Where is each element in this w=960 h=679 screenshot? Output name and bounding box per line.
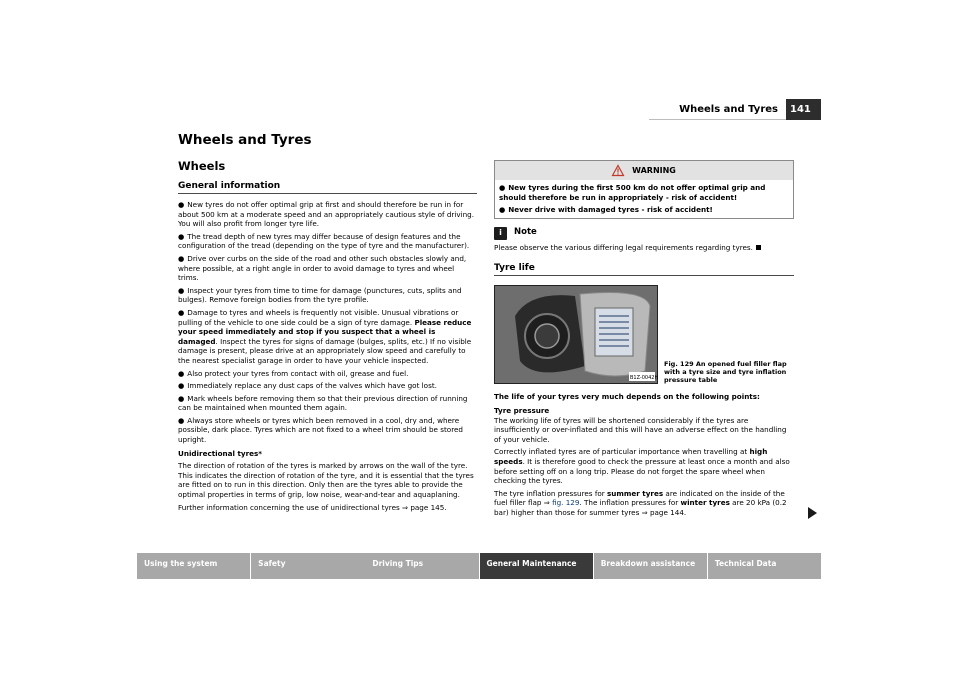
fuel-flap-illustration: [495, 286, 657, 383]
figure: [494, 285, 794, 384]
bullet-item: ● Also protect your tyres from contact with oil, grease and fuel.: [178, 368, 409, 378]
header-rule: [649, 119, 786, 120]
tab-driving-tips[interactable]: Driving Tips: [365, 553, 478, 579]
tab-breakdown-assistance[interactable]: Breakdown assistance: [594, 553, 707, 579]
info-icon: i: [494, 227, 507, 240]
bullet-icon: ●: [178, 231, 185, 241]
warning-body: [495, 180, 793, 218]
figure-link[interactable]: fig. 129: [552, 498, 580, 508]
bullet-icon: ●: [499, 183, 506, 192]
tyre-pressure-heading: Tyre pressure: [494, 405, 550, 415]
paragraph: The direction of rotation of the tyres is marked by arrows on the wall of the tyre. This indicates the direction of rotation of the tyre, and it is essential that the tyres are fitted on to run in this direction. Only then are the tyres able to provide the optimal properties in terms of grip, low noise, wear-and-tear and aquaplaning.: [178, 461, 474, 500]
bullet-item: ● Immediately replace any dust caps of the valves which have got lost.: [178, 381, 437, 391]
chapter-nav: [137, 553, 822, 579]
paragraph-crossref: Further information concerning the use of unidirectional tyres ⇒ page 145.: [178, 502, 447, 512]
figure-caption: Fig. 129 An opened fuel filler flap with a tyre size and tyre inflation pressure table: [664, 360, 787, 385]
warning-item: ● New tyres during the first 500 km do not offer optimal grip and should therefore be run in appropriately - risk of accident!: [499, 183, 766, 202]
bullet-icon: ●: [178, 393, 185, 403]
subsection-title: General information: [178, 180, 477, 194]
bullet-icon: ●: [178, 253, 185, 263]
page-header: [679, 99, 821, 120]
paragraph: The tyre inflation pressures for summer tyres are indicated on the inside of the fuel filler flap ⇒ fig. 129. The inflation pressures for winter tyres are 20 kPa (0.2 bar) higher than those for summer tyres ⇒ page 144.: [494, 488, 787, 517]
bullet-icon: ●: [178, 307, 185, 317]
right-column: [494, 160, 794, 521]
note-text: Please observe the various differing legal requirements regarding tyres.: [494, 243, 794, 253]
next-page-arrow-icon[interactable]: [808, 507, 817, 519]
bullet-icon: ●: [499, 205, 506, 215]
tab-using-the-system[interactable]: Using the system: [137, 553, 250, 579]
warning-header: [495, 161, 793, 180]
tab-safety[interactable]: Safety: [251, 553, 364, 579]
paragraph: Correctly inflated tyres are of particular importance when travelling at high speeds. It is therefore good to check the pressure at least once a month and also before setting off on a long trip. Please do not forget the spare wheel when checking the tyres.: [494, 447, 790, 486]
tyre-life-intro: The life of your tyres very much depends on the following points:: [494, 392, 760, 402]
warning-icon: [612, 165, 624, 176]
end-mark-icon: [756, 245, 761, 250]
left-column: [178, 132, 477, 515]
tyre-life-title: Tyre life: [494, 262, 794, 276]
unidirectional-heading: Unidirectional tyres*: [178, 448, 263, 458]
note-title: Note: [514, 227, 537, 238]
bullet-item: ● New tyres do not offer optimal grip at first and should therefore be run in for about 500 km at a moderate speed and an appropriately cautious style of driving. You will also profit from longer tyre life.: [178, 200, 475, 229]
note-header: [494, 227, 794, 240]
section-title: Wheels: [178, 159, 226, 173]
warning-box: [494, 160, 794, 219]
tab-general-maintenance[interactable]: General Maintenance: [480, 553, 593, 579]
page-number: 141: [786, 99, 821, 120]
bullet-icon: ●: [178, 368, 185, 378]
tab-technical-data[interactable]: Technical Data: [708, 553, 821, 579]
figure-code: B1Z-0042H: [630, 375, 659, 382]
bullet-item: ● Drive over curbs on the side of the road and other such obstacles slowly and, where possible, at a right angle in order to avoid damage to tyres and wheel trims.: [178, 253, 467, 283]
bullet-item: ● Mark wheels before removing them so that their previous direction of running can be maintained when mounted them again.: [178, 393, 468, 413]
bullet-icon: ●: [178, 381, 185, 391]
chapter-title: Wheels and Tyres: [178, 132, 312, 148]
paragraph: The working life of tyres will be shortened considerably if the tyres are insufficiently or over-inflated and this will have an adverse effect on the handling of your vehicle.: [494, 415, 787, 444]
bullet-item: ● Inspect your tyres from time to time for damage (punctures, cuts, splits and bulges). Remove foreign bodies from the tyre profile.: [178, 285, 462, 305]
warning-item: ● Never drive with damaged tyres - risk of accident!: [499, 205, 713, 215]
fuel-flap-image: [494, 285, 658, 384]
bullet-icon: ●: [178, 200, 185, 209]
bullet-item: ● Damage to tyres and wheels is frequently not visible. Unusual vibrations or pulling of the vehicle to one side could be a sign of tyre damage. Please reduce your speed immediately and stop if you suspect that a wheel is damaged. Inspect the tyres for signs of damage (bulges, splits, etc.) If no visible damage is present, please drive at an appropriately slow speed and carefully to the nearest specialist garage in order to have your vehicle inspected.: [178, 307, 472, 365]
bullet-item: ● The tread depth of new tyres may differ because of design features and the configuration of the tread (depending on the type of tyre and the manufacturer).: [178, 231, 470, 251]
bullet-icon: ●: [178, 285, 185, 295]
header-title: Wheels and Tyres: [679, 104, 778, 115]
warning-title: WARNING: [632, 165, 676, 175]
bullet-icon: ●: [178, 415, 185, 425]
bullet-item: ● Always store wheels or tyres which been removed in a cool, dry and, where possible, dark place. Tyres which are not fixed to a wheel trim should be stored upright.: [178, 415, 463, 445]
